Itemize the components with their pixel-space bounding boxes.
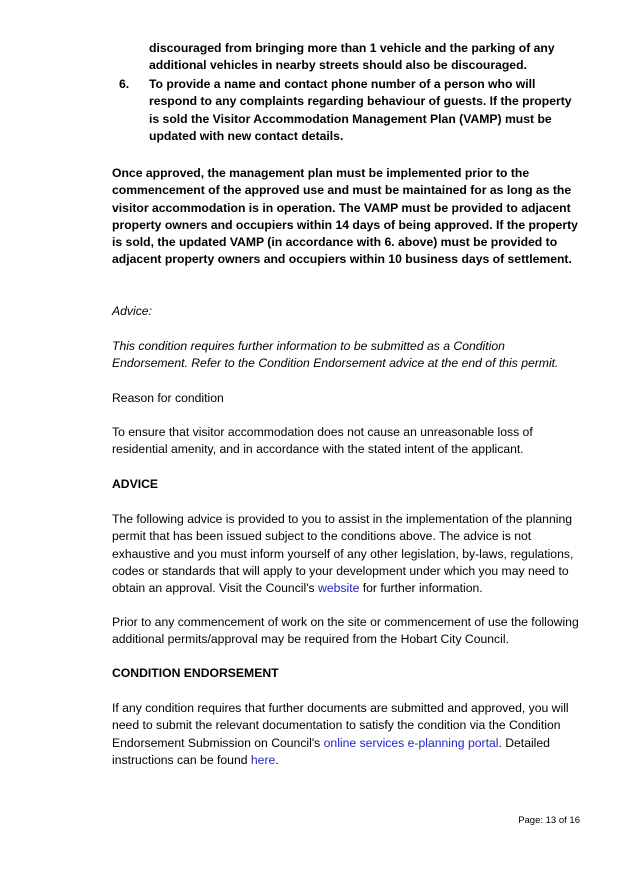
advice-paragraph-1-text: The following advice is provided to you to assist in the implementation of the planning permit that has been issued subject to the conditions above. The advice is not exhaustive and you must inform yourself of any other legislation, by-laws, regulations, codes or standards that will apply to your development under which you may need to obtain an approval. Visit the Council's [112,512,574,596]
reason-label: Reason for condition [112,391,224,405]
endorsement-paragraph [112,700,582,769]
page-number-footer: Page: 13 of 16 [518,815,580,826]
reason-text: To ensure that visitor accommodation does not cause an unreasonable loss of residential amenity, and in accordance with the stated intent of the applicant. [112,425,533,457]
list-item-continued [112,40,582,75]
list-item-text: discouraged from bringing more than 1 vehicle and the parking of any additional vehicles in nearby streets should also be discouraged. [149,41,555,73]
advice-paragraph-2: Prior to any commencement of work on the site or commencement of use the following additional permits/approval may be required from the Hobart City Council. [112,615,579,647]
approval-paragraph: Once approved, the management plan must be implemented prior to the commencement of the approved use and must be maintained for as long as the visitor accommodation is in operation. The VAMP must be provided to adjacent property owners and occupiers within 14 days of being approved. If the property is sold, the updated VAMP (in accordance with 6. above) must be provided to adjacent property owners and occupiers within 10 business days of settlement. [112,166,578,267]
list-item-number: 6. [119,77,130,91]
endorsement-paragraph-middle: . Detailed instructions can be found [112,735,550,767]
advice-heading: ADVICE [112,477,159,491]
condition-endorsement-heading: CONDITION ENDORSEMENT [112,666,279,680]
advice-paragraph-1 [112,511,582,597]
endorsement-paragraph-text: If any condition requires that further documents are submitted and approved, you will need to submit the relevant documentation to satisfy the condition via the Condition Endorsement Submission on Council's [112,701,569,750]
endorsement-paragraph-tail: . [275,752,279,767]
e-planning-portal-link[interactable]: online services e-planning portal [323,735,499,750]
advice-paragraph-1-tail: for further information. [359,581,483,596]
advice-label: Advice: [112,304,152,318]
advice-text: This condition requires further information to be submitted as a Condition Endorsement. Refer to the Condition Endorsement advice at the end of this permit. [112,339,559,371]
list-item-text: To provide a name and contact phone number of a person who will respond to any complaints regarding behaviour of guests. If the property is sold the Visitor Accommodation Management Plan (VAMP) must be updated with new contact details. [149,77,572,143]
website-link[interactable]: website [318,581,360,596]
instructions-here-link[interactable]: here [250,752,276,767]
list-item-6 [112,76,582,145]
